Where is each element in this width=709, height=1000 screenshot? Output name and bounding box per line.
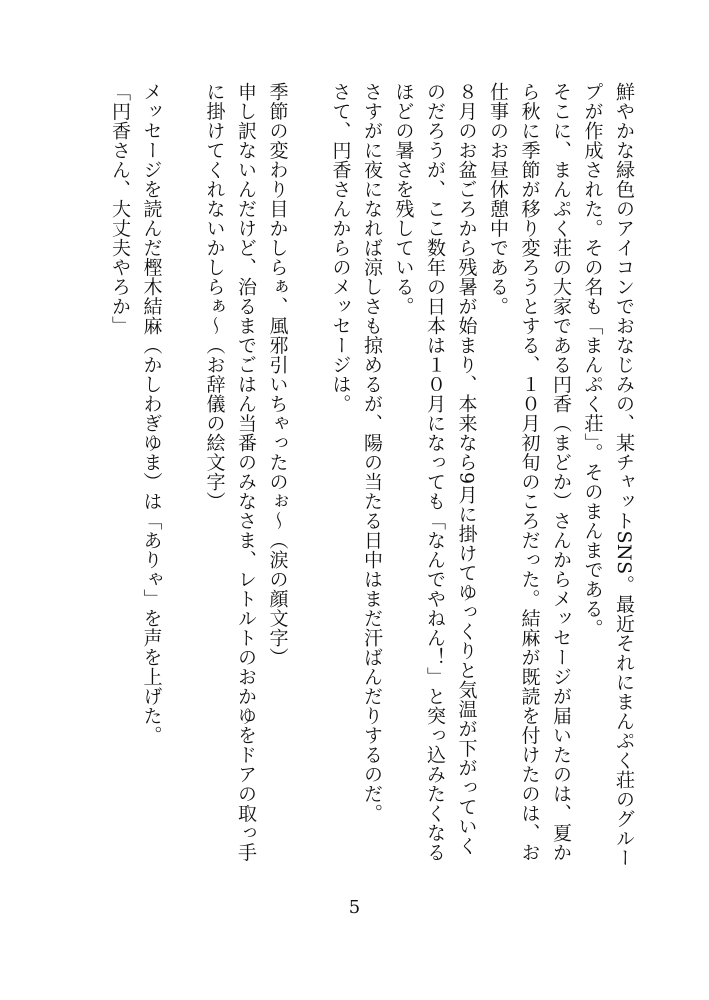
paragraph-dialogue: 「円香さん、大丈夫やろか」 — [109, 82, 131, 336]
paragraph-8: メッセージを読んだ樫木結麻（かしわぎゆま）は「ありゃ」を声を上げた。 — [140, 82, 163, 745]
paragraph-4: さすがに夜になれば涼しさも掠めるが、陽の当たる日中はまだ汗ばんだりするのだ。 — [361, 82, 383, 823]
paragraph-3: ８月のお盆ごろから残暑が始まり、本来なら9月に掛けてゆっくりと気温が下がっていくのだろうが、ここ数年の日本は１０月になっても「なんでやねん！」と突っ込みたくなるほどの暑さを残している。 — [392, 82, 478, 862]
paragraph-5: さて、円香さんからのメッセージは。 — [329, 82, 352, 414]
paragraph-message-2: 申し訳ないんだけど、治るまでごはん当番のみなさま、レトルトのおかゆをドアの取っ手に掛けてくれないかしらぁ～（お辞儀の絵文字） — [203, 82, 257, 862]
paragraph-1: 鮮やかな緑色のアイコンでおなじみの、某チャットSNS。最近それにまんぷく荘のグループが作成された。その名も「まんぷく荘」。そのまんまである。 — [581, 82, 635, 868]
blank-line-2 — [167, 82, 199, 872]
paragraph-2: そこに、まんぷく荘の大家である円香（まどか）さんからメッセージが届いたのは、夏から秋に季節が移り変ろうとする、１０月初旬のころだった。結麻が既読を付けたのは、お仕事のお昼休憩中である。 — [487, 82, 572, 862]
page-number: 5 — [348, 897, 361, 918]
paragraph-message-1: 季節の変わり目かしらぁ、風邪引いちゃったのぉ～（涙の顔文字） — [266, 82, 289, 667]
blank-line-1 — [293, 82, 325, 872]
vertical-body-text — [104, 82, 640, 872]
